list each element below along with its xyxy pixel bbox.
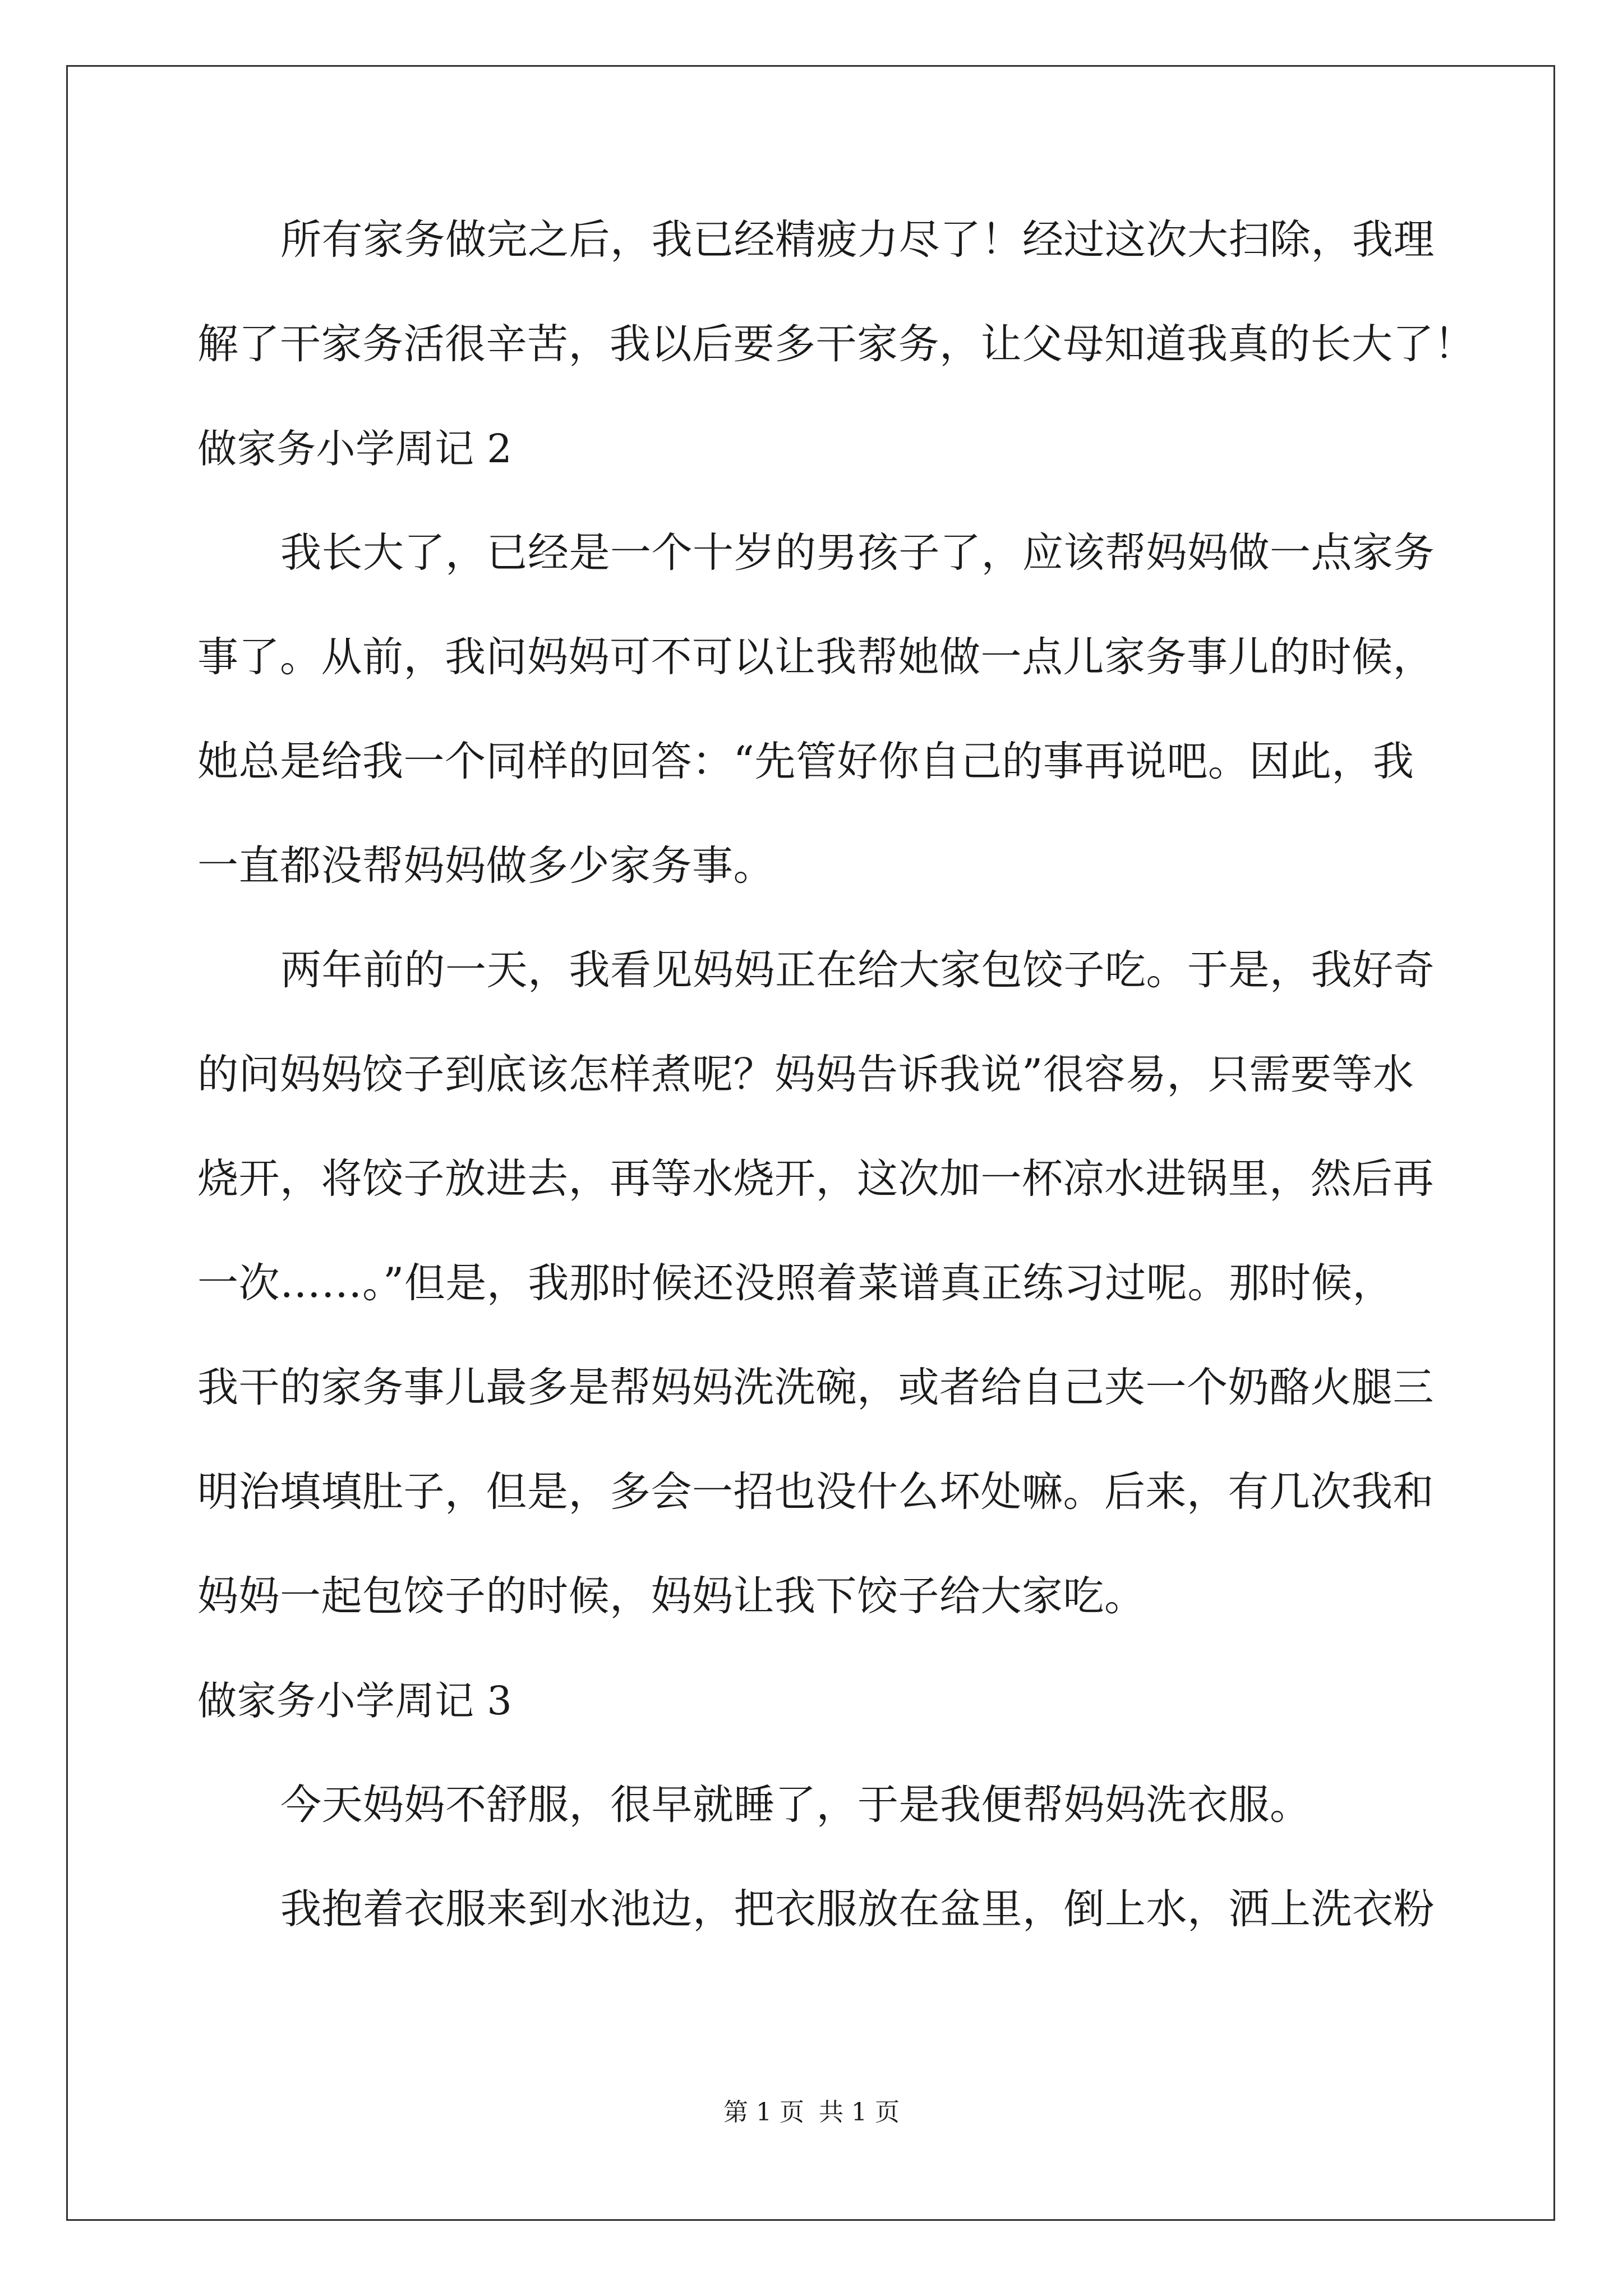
paragraph-line: 事了。从前，我问妈妈可不可以让我帮她做一点儿家务事儿的时候， xyxy=(197,633,1434,681)
paragraph-line: 所有家务做完之后，我已经精疲力尽了！经过这次大扫除，我理 xyxy=(280,216,1435,264)
section-heading: 做家务小学周记 3 xyxy=(197,1678,513,1724)
section-heading: 做家务小学周记 2 xyxy=(197,426,513,472)
paragraph-line: 烧开，将饺子放进去，再等水烧开，这次加一杯凉水进锅里，然后再 xyxy=(197,1155,1434,1203)
page-footer xyxy=(0,2096,1623,2129)
paragraph-line: 她总是给我一个同样的回答：“先管好你自己的事再说吧。因此，我 xyxy=(197,738,1414,785)
paragraph-line: 我长大了，已经是一个十岁的男孩子了，应该帮妈妈做一点家务 xyxy=(280,529,1435,577)
page-number: 第 1 页 xyxy=(723,2098,804,2127)
paragraph-line: 明治填填肚子，但是，多会一招也没什么坏处嘛。后来，有几次我和 xyxy=(197,1468,1434,1516)
paragraph-line: 解了干家务活很辛苦，我以后要多干家务，让父母知道我真的长大了！ xyxy=(197,320,1476,368)
paragraph-line: 两年前的一天，我看见妈妈正在给大家包饺子吃。于是，我好奇 xyxy=(280,946,1435,994)
paragraph-line: 今天妈妈不舒服，很早就睡了，于是我便帮妈妈洗衣服。 xyxy=(280,1781,1311,1829)
paragraph-line: 我干的家务事儿最多是帮妈妈洗洗碗，或者给自己夹一个奶酪火腿三 xyxy=(197,1364,1434,1411)
paragraph-line: 的问妈妈饺子到底该怎样煮呢？妈妈告诉我说”很容易，只需要等水 xyxy=(197,1051,1414,1098)
paragraph-line: 一直都没帮妈妈做多少家务事。 xyxy=(197,842,774,890)
paragraph-line: 一次……。”但是，我那时候还没照着菜谱真正练习过呢。那时候， xyxy=(197,1259,1394,1307)
page-total: 共 1 页 xyxy=(819,2098,900,2127)
paragraph-line: 我抱着衣服来到水池边，把衣服放在盆里，倒上水，洒上洗衣粉 xyxy=(280,1885,1435,1933)
paragraph-line: 妈妈一起包饺子的时候，妈妈让我下饺子给大家吃。 xyxy=(197,1572,1146,1620)
